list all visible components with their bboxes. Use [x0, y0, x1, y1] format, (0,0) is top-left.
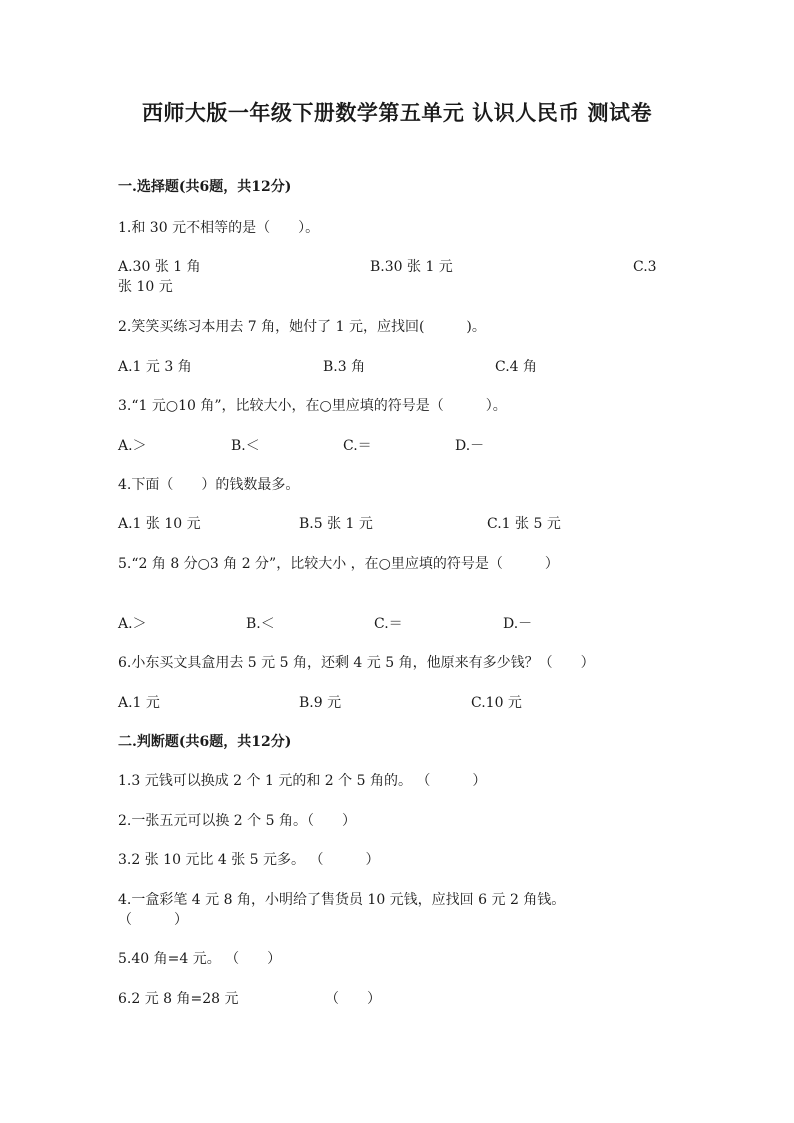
page-title: 西师大版一年级下册数学第五单元 认识人民币 测试卷	[141, 100, 653, 125]
option-1-3-d: D.－	[455, 438, 485, 454]
option-1-6-c: C.10 元	[471, 695, 522, 711]
option-1-1-b: B.30 张 1 元	[370, 259, 453, 275]
option-1-1-a: A.30 张 1 角	[118, 259, 201, 275]
option-1-6-a: A.1 元	[118, 695, 160, 711]
judge-question-5: 5.40 角=4 元。 （ ）	[118, 951, 282, 967]
option-1-5-a: A.＞	[118, 616, 147, 632]
judge-question-4: 4.一盒彩笔 4 元 8 角，小明给了售货员 10 元钱，应找回 6 元 2 角钱。	[118, 892, 566, 908]
judge-question-1: 1.3 元钱可以换成 2 个 1 元的和 2 个 5 角的。 （ ）	[118, 773, 487, 789]
option-1-6-b: B.9 元	[299, 695, 342, 711]
judge-question-6-blank: （ ）	[325, 991, 381, 1007]
judge-question-6: 6.2 元 8 角=28 元	[118, 991, 239, 1007]
option-1-2-b: B.3 角	[323, 359, 366, 375]
option-1-4-a: A.1 张 10 元	[118, 516, 201, 532]
option-1-1-c: C.3	[633, 259, 657, 275]
question-1-5: 5.“2 角 8 分○3 角 2 分”，比较大小 ，在○里应填的符号是（ ）	[118, 556, 559, 572]
question-1-4: 4.下面（ ）的钱数最多。	[118, 477, 300, 493]
judge-question-2: 2.一张五元可以换 2 个 5 角。（ ）	[118, 813, 356, 829]
option-1-5-d: D.－	[503, 616, 533, 632]
option-1-5-b: B.＜	[246, 616, 275, 632]
section-heading-judgement: 二.判断题(共6题，共12分)	[118, 734, 292, 750]
option-1-5-c: C.＝	[374, 616, 403, 632]
question-1-6: 6.小东买文具盒用去 5 元 5 角，还剩 4 元 5 角，他原来有多少钱？（ ）	[118, 655, 595, 671]
judge-question-3: 3.2 张 10 元比 4 张 5 元多。 （ ）	[118, 852, 380, 868]
option-1-3-c: C.＝	[343, 438, 372, 454]
question-1-2: 2.笑笑买练习本用去 7 角，她付了 1 元，应找回( )。	[118, 319, 486, 335]
option-1-4-c: C.1 张 5 元	[487, 516, 561, 532]
question-1-3: 3.“1 元○10 角”，比较大小，在○里应填的符号是（ ）。	[118, 398, 507, 414]
option-1-3-a: A.＞	[118, 438, 147, 454]
judge-question-4-blank: （ ）	[118, 912, 188, 928]
option-1-2-c: C.4 角	[495, 359, 538, 375]
section-heading-choice: 一.选择题(共6题，共12分)	[118, 179, 292, 195]
question-1-1: 1.和 30 元不相等的是（ ）。	[118, 220, 320, 236]
option-1-4-b: B.5 张 1 元	[299, 516, 373, 532]
option-1-1-c-wrap: 张 10 元	[118, 279, 173, 295]
option-1-2-a: A.1 元 3 角	[118, 359, 192, 375]
option-1-3-b: B.＜	[231, 438, 260, 454]
